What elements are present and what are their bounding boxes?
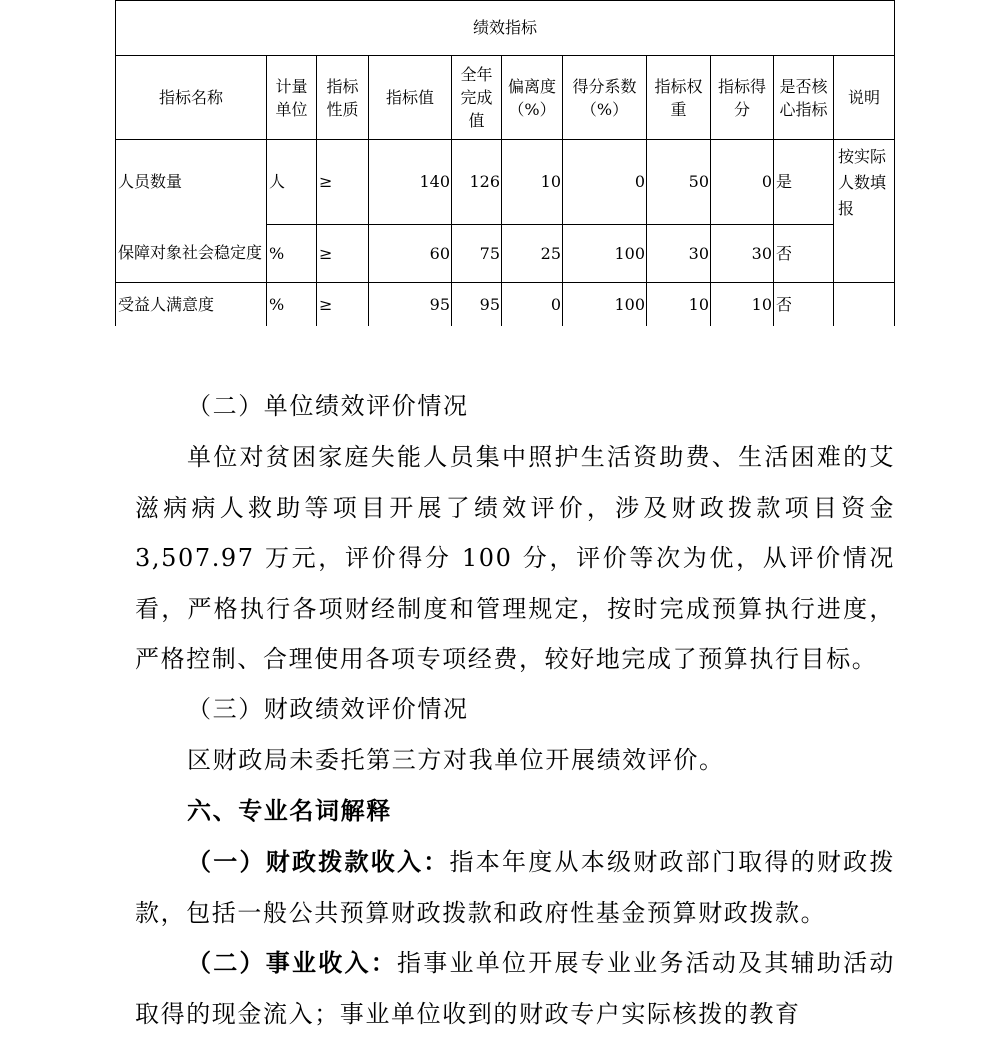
row-actual: 95 <box>452 283 502 327</box>
row-explain <box>834 283 895 327</box>
section-3-heading: （三）财政绩效评价情况 <box>187 695 469 723</box>
performance-indicator-table <box>115 0 895 326</box>
row-name: 人员数量 <box>116 140 267 225</box>
row-deviation: 10 <box>502 140 563 225</box>
row-actual: 126 <box>452 140 502 225</box>
row-target: 95 <box>369 283 452 327</box>
header-deviation: 偏离度 （%） <box>502 56 563 140</box>
row-core: 否 <box>774 225 834 283</box>
row-name: 受益人满意度 <box>116 283 267 327</box>
row-name: 保障对象社会稳定度 <box>116 225 267 283</box>
row-unit: % <box>267 283 317 327</box>
explain-text: 按实际人数填报 <box>838 147 887 218</box>
row-coef: 100 <box>563 225 647 283</box>
header-score: 指标得 分 <box>711 56 774 140</box>
definition-1 <box>135 837 895 938</box>
definition-1-term: （一）财政拨款收入： <box>187 847 450 876</box>
row-explain <box>834 140 895 283</box>
row-nature: ≥ <box>317 225 369 283</box>
table-row <box>116 283 895 327</box>
table-title: 绩效指标 <box>116 1 895 56</box>
row-core: 否 <box>774 283 834 327</box>
header-core: 是否核 心指标 <box>774 56 834 140</box>
definition-1-body: 指本年度从本级财政部门取得的财政拨款，包括一般公共预算财政拨款和政府性基金预算财政拨款。 <box>135 848 896 927</box>
row-unit: 人 <box>267 140 317 225</box>
header-name: 指标名称 <box>116 56 267 140</box>
header-unit: 计量 单位 <box>267 56 317 140</box>
table-row <box>116 225 895 283</box>
table-header-row <box>116 56 895 140</box>
row-actual: 75 <box>452 225 502 283</box>
row-weight: 50 <box>647 140 711 225</box>
row-unit: % <box>267 225 317 283</box>
row-target: 60 <box>369 225 452 283</box>
table-row <box>116 140 895 225</box>
row-deviation: 25 <box>502 225 563 283</box>
definition-2-term: （二）事业收入： <box>187 948 397 977</box>
row-score: 0 <box>711 140 774 225</box>
row-weight: 30 <box>647 225 711 283</box>
row-target: 140 <box>369 140 452 225</box>
row-nature: ≥ <box>317 140 369 225</box>
section-3-body: 区财政局未委托第三方对我单位开展绩效评价。 <box>187 746 725 774</box>
row-nature: ≥ <box>317 283 369 327</box>
definition-2 <box>135 938 895 1039</box>
row-score: 10 <box>711 283 774 327</box>
section-6-heading: 六、专业名词解释 <box>187 797 392 825</box>
header-explain: 说明 <box>834 56 895 140</box>
header-target: 指标值 <box>369 56 452 140</box>
definition-2-body: 指事业单位开展专业业务活动及其辅助活动取得的现金流入；事业单位收到的财政专户实际核拨的教育 <box>135 949 895 1028</box>
section-2-body: 单位对贫困家庭失能人员集中照护生活资助费、生活困难的艾滋病病人救助等项目开展了绩效评价，涉及财政拨款项目资金 3,507.97 万元，评价得分 100 分，评价等次为优，从评价情况看，严格执行各项财经制度和管理规定，按时完成预算执行进度，严格控制、合理使用各项专项经费，较好地完成了预算执行目标。 <box>135 443 895 673</box>
header-actual: 全年 完成 值 <box>452 56 502 140</box>
row-score: 30 <box>711 225 774 283</box>
row-coef: 100 <box>563 283 647 327</box>
header-weight: 指标权 重 <box>647 56 711 140</box>
row-coef: 0 <box>563 140 647 225</box>
row-deviation: 0 <box>502 283 563 327</box>
header-nature: 指标 性质 <box>317 56 369 140</box>
section-2-heading: （二）单位绩效评价情况 <box>187 392 469 420</box>
header-coef: 得分系数 （%） <box>563 56 647 140</box>
row-core: 是 <box>774 140 834 225</box>
row-weight: 10 <box>647 283 711 327</box>
